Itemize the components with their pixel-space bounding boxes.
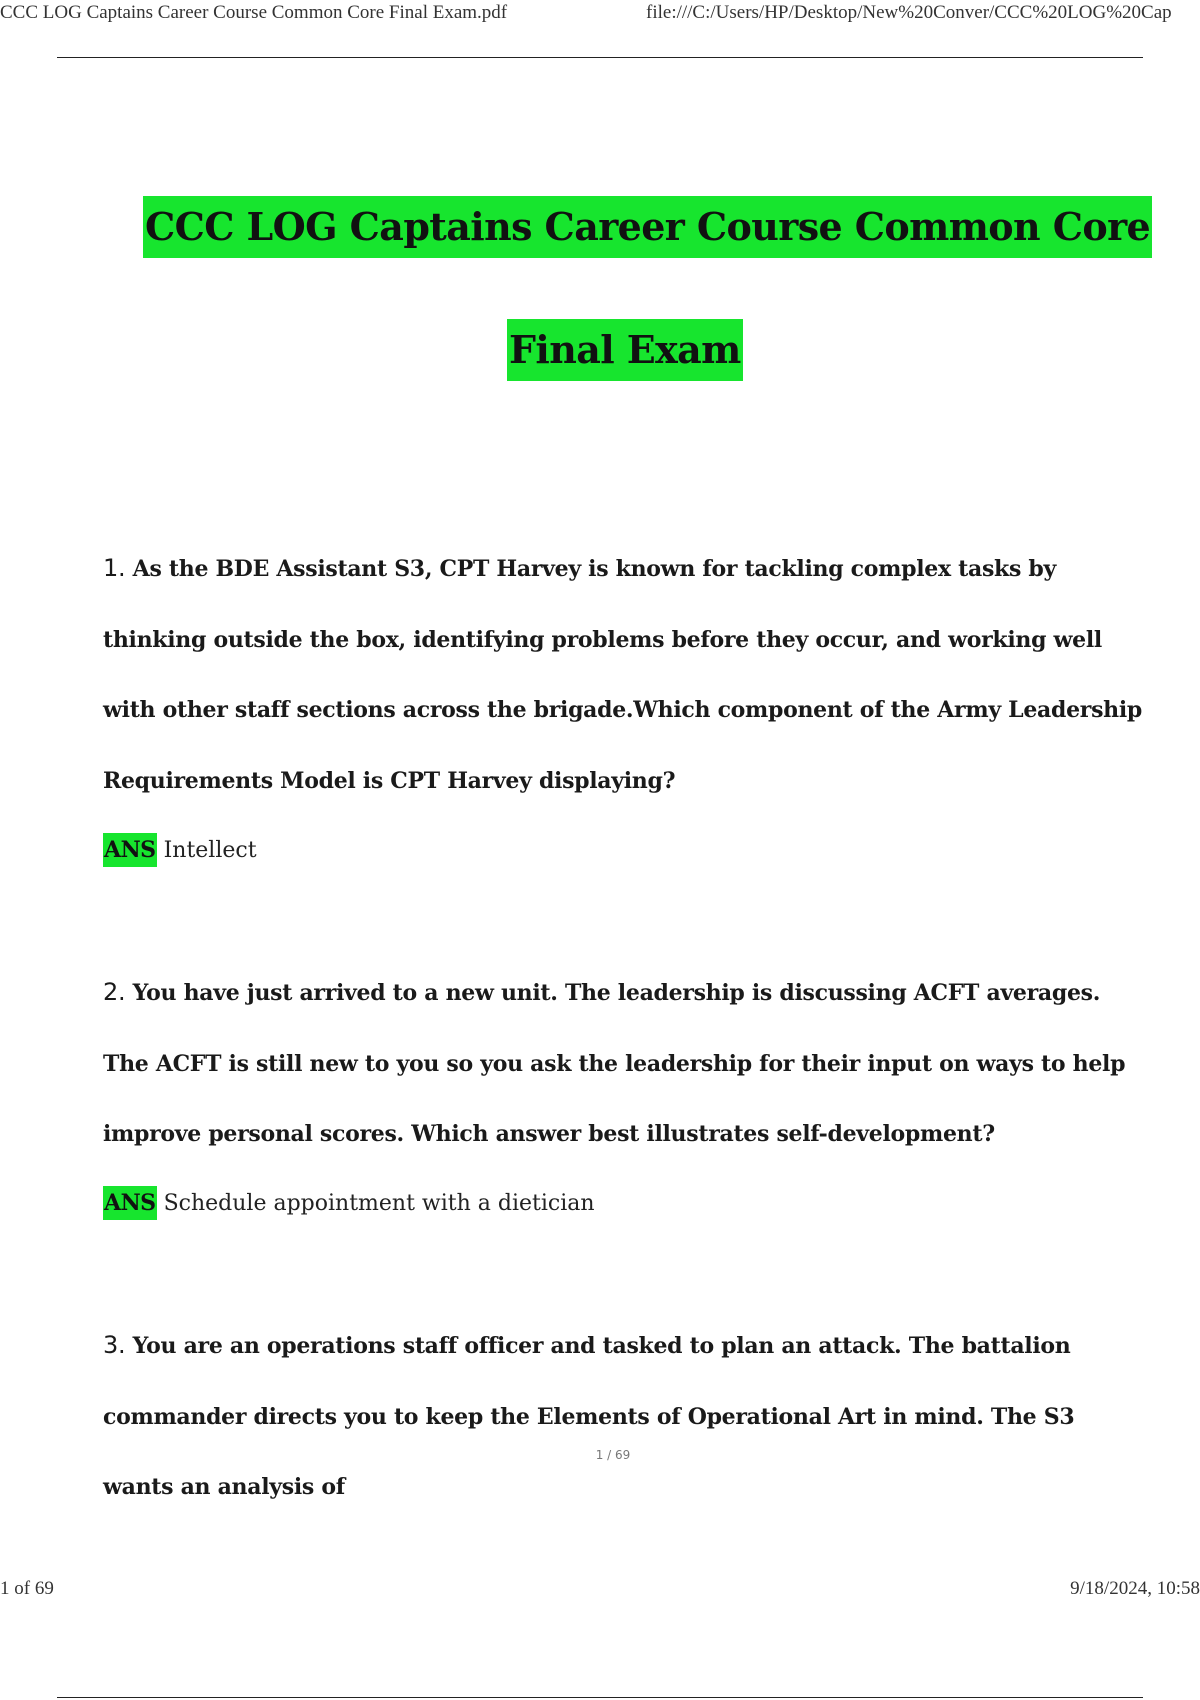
page-indicator: 1 / 69 xyxy=(595,1448,631,1462)
print-header-file-path: file:///C:/Users/HP/Desktop/New%20Conver/CCC%20LOG%20Cap xyxy=(646,2,1172,23)
print-footer xyxy=(0,1576,1200,1602)
answer-label: ANS xyxy=(103,1186,157,1220)
document-title-line-1: CCC LOG Captains Career Course Common Core xyxy=(143,196,1152,258)
question-text: You have just arrived to a new unit. The leadership is discussing ACFT averages. The ACFT is still new to you so you ask the leadership for their input on ways to help improve personal scores. Which answer best illustrates self-development? xyxy=(103,980,1126,1148)
question-text: As the BDE Assistant S3, CPT Harvey is known for tackling complex tasks by thinking outside the box, identifying problems before they occur, and working well with other staff sections across the brigade.Which component of the Army Leadership Requirements Model is CPT Harvey displaying? xyxy=(103,556,1142,795)
print-footer-date: 9/18/2024, 10:58 xyxy=(1070,1578,1200,1599)
print-header xyxy=(0,0,1200,26)
print-footer-page-count: 1 of 69 xyxy=(0,1578,54,1599)
question-2 xyxy=(103,957,1143,1170)
answer-text: Intellect xyxy=(163,838,257,863)
question-3 xyxy=(103,1310,1143,1523)
question-number: 1. xyxy=(103,554,126,582)
question-1 xyxy=(103,533,1143,817)
header-divider xyxy=(57,57,1143,58)
answer-2 xyxy=(103,1186,595,1221)
footer-divider xyxy=(57,1697,1143,1698)
question-number: 2. xyxy=(103,978,126,1006)
question-number: 3. xyxy=(103,1331,126,1359)
print-header-document-name: CCC LOG Captains Career Course Common Core Final Exam.pdf xyxy=(0,2,508,23)
question-text: You are an operations staff officer and tasked to plan an attack. The battalion commander directs you to keep the Elements of Operational Art in mind. The S3 wants an analysis of xyxy=(103,1333,1075,1501)
document-title-line-2: Final Exam xyxy=(507,319,743,381)
answer-text: Schedule appointment with a dietician xyxy=(163,1191,595,1216)
answer-1 xyxy=(103,833,257,868)
answer-label: ANS xyxy=(103,833,157,867)
